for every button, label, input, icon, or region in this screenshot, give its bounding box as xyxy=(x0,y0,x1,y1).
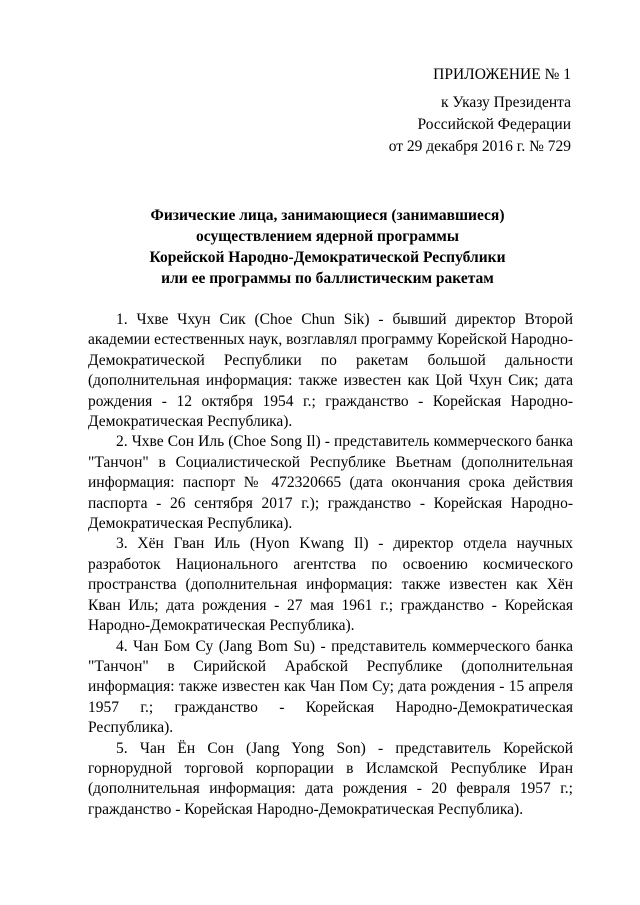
title-line: Физические лица, занимающиеся (занимавшиеся) xyxy=(150,207,505,224)
title-line: осуществлением ядерной программы xyxy=(196,228,459,245)
list-item: 4. Чан Бом Су (Jang Bom Su) - представитель коммерческого банка "Танчон" в Сирийской Арабской Республике (дополнительная информация: также известен как Чан Пом Су; дата рождения - 15 апреля 1957 г.; гражданство - Корейская Народно-Демократическая Республика). xyxy=(88,637,573,737)
document-title xyxy=(80,205,575,289)
appendix-title: ПРИЛОЖЕНИЕ № 1 xyxy=(433,66,571,83)
appendix-decree-line: к Указу Президента xyxy=(441,94,571,111)
appendix-header xyxy=(340,64,571,158)
entries-list xyxy=(88,310,573,820)
appendix-date-line: от 29 декабря 2016 г. № 729 xyxy=(388,138,571,155)
list-item: 5. Чан Ён Сон (Jang Yong Son) - представитель Корейской горнорудной торговой корпорации в Исламской Республике Иран (дополнительная информация: дата рождения - 20 февраля 1957 г.; гражданство - Корейская Народно-Демократическая Республика). xyxy=(88,739,573,818)
list-item: 1. Чхве Чхун Сик (Choe Chun Sik) - бывший директор Второй академии естественных наук, возглавлял программу Корейской Народно-Демократической Республики по ракетам большой дальности (дополнительная информация: также известен как Цой Чхун Сик; дата рождения - 12 октября 1954 г.; гражданство - Корейская Народно-Демократическая Республика). xyxy=(88,311,573,431)
appendix-authority-line: Российской Федерации xyxy=(417,116,571,133)
list-item: 2. Чхве Сон Иль (Choe Song Il) - представитель коммерческого банка "Танчон" в Социалистической Республике Вьетнам (дополнительная информация: паспорт № 472320665 (дата окончания срока действия паспорта - 26 сентября 2017 г.); гражданство - Корейская Народно-Демократическая Республика). xyxy=(88,433,573,533)
list-item: 3. Хён Гван Иль (Hyon Kwang Il) - директор отдела научных разработок Национального агентства по освоению космического пространства (дополнительная информация: также известен как Хён Кван Иль; дата рождения - 27 мая 1961 г.; гражданство - Корейская Народно-Демократическая Республика). xyxy=(88,535,573,635)
title-line: Корейской Народно-Демократической Республики xyxy=(149,249,506,266)
title-line: или ее программы по баллистическим ракетам xyxy=(161,270,494,287)
